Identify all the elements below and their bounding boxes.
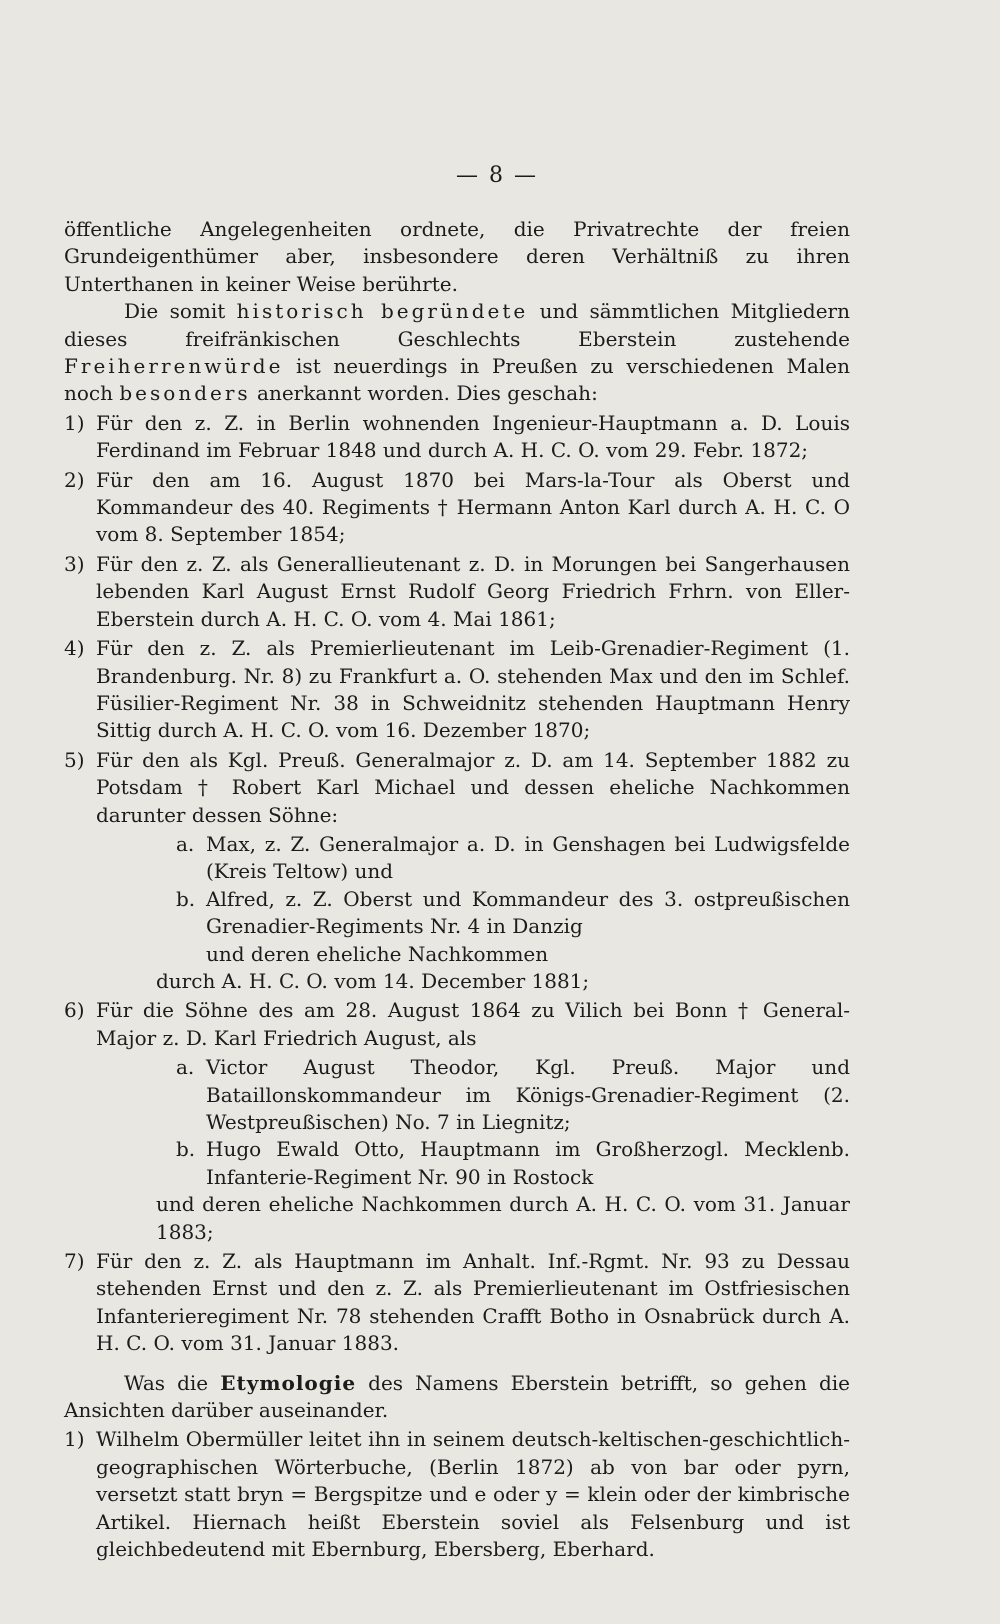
item-number: 5) — [64, 747, 85, 772]
list-item — [64, 1248, 850, 1358]
item-number: 6) — [64, 998, 85, 1023]
text-body — [64, 216, 850, 1564]
continuation-line: und deren eheliche Nachkommen — [206, 941, 549, 966]
spacer — [64, 1360, 850, 1370]
emphasis-text: besonders — [119, 381, 251, 406]
sub-text: Alfred, z. Z. Oberst und Kommandeur des 3. ostpreußischen Grenadier-Regiments Nr. 4 in Danzig — [206, 886, 850, 939]
item-number: 7) — [64, 1249, 85, 1274]
sub-item — [176, 1136, 850, 1191]
item-text: Für den z. Z. als Generallieutenant z. D. in Morungen bei Sangerhausen lebenden Karl August Ernst Rudolf Georg Friedrich Frhrn. von Eller-Eberstein durch A. H. C. O. vom 4. Mai 1861; — [96, 551, 850, 631]
sub-letter: a. — [176, 831, 195, 856]
item-text: Für den z. Z. als Premierlieutenant im Leib-Grenadier-Regiment (1. Brandenburg. Nr. 8) zu Frankfurt a. O. stehenden Max und den im Schlef. Füsilier-Regiment Nr. 38 in Schweidnitz stehenden Hauptmann Henry Sittig durch A. H. C. O. vom 16. Dezember 1870; — [96, 636, 850, 743]
item-text: Für den z. Z. als Hauptmann im Anhalt. Inf.-Rgmt. Nr. 93 zu Dessau stehenden Ernst und den z. Z. als Premierlieutenant im Ostfriesischen Infanterieregiment Nr. 78 stehenden Crafft Botho in Osnabrück durch A. H. C. O. vom 31. Januar 1883. — [96, 1249, 850, 1356]
emphasis-text: historisch begründete — [236, 299, 529, 324]
item-number: 2) — [64, 467, 85, 492]
sub-letter: b. — [176, 1137, 196, 1162]
text-run: und sämmtlichen Mitgliedern dieses freifränkischen Geschlechts Eberstein zustehende — [64, 299, 850, 351]
page-number: — 8 — — [456, 163, 538, 188]
sub-item — [176, 886, 850, 941]
paragraph-freiherrenwuerde — [64, 298, 850, 408]
sub-text: Max, z. Z. Generalmajor a. D. in Genshagen bei Ludwigsfelde (Kreis Teltow) und — [206, 831, 850, 884]
list-item — [64, 997, 850, 1052]
item-text: Für den als Kgl. Preuß. Generalmajor z. D. am 14. September 1882 zu Potsdam † Robert Karl Michael und dessen eheliche Nachkommen darunter dessen Söhne: — [96, 747, 850, 827]
sub-item — [176, 1054, 850, 1136]
item-number: 3) — [64, 551, 85, 576]
list-item — [64, 551, 850, 633]
paragraph-etymologie — [64, 1370, 850, 1425]
item-text: Für die Söhne des am 28. August 1864 zu Vilich bei Bonn † General-Major z. D. Karl Friedrich August, als — [96, 998, 850, 1050]
sub-text: Hugo Ewald Otto, Hauptmann im Großherzogl. Mecklenb. Infanterie-Regiment Nr. 90 in Rostock — [206, 1137, 850, 1189]
list-item — [64, 467, 850, 549]
text-run: Die somit — [124, 299, 237, 324]
item-text: Für den z. Z. in Berlin wohnenden Ingenieur-Hauptmann a. D. Louis Ferdinand im Februar 1848 und durch A. H. C. O. vom 29. Febr. 1872; — [96, 410, 850, 463]
continuation-line: durch A. H. C. O. vom 14. December 1881; — [156, 968, 590, 993]
text-run: des Namens Eberstein betrifft, so gehen die Ansichten darüber auseinander. — [64, 1370, 850, 1423]
list-item — [64, 635, 850, 745]
item-text: Für den am 16. August 1870 bei Mars-la-Tour als Oberst und Kommandeur des 40. Regiments † Hermann Anton Karl durch A. H. C. O vom 8. September 1854; — [96, 467, 850, 547]
list-item — [64, 1426, 850, 1563]
sub-letter: b. — [176, 886, 196, 911]
sub-letter: a. — [176, 1055, 195, 1080]
text-run: ist neuerdings in Preußen zu verschiedenen Malen noch — [64, 354, 850, 406]
text-run: Was die — [124, 1370, 221, 1395]
text-run: anerkannt worden. Dies geschah: — [250, 381, 598, 406]
emphasis-text: Etymologie — [220, 1370, 357, 1395]
sub-text: Victor August Theodor, Kgl. Preuß. Major und Bataillonskommandeur im Königs-Grenadier-Regiment (2. Westpreußischen) No. 7 in Liegnitz; — [206, 1055, 850, 1134]
item-number: 4) — [64, 636, 85, 661]
list-item — [64, 747, 850, 829]
item-number: 1) — [64, 1427, 85, 1452]
item-text: Wilhelm Obermüller leitet ihn in seinem deutsch-keltischen-geschichtlich-geographischen Wörterbuche, (Berlin 1872) ab von bar oder pyrn, versetzt statt bryn = Bergspitze und e oder y = klein oder der kimbrische Artikel. Hiernach heißt Eberstein soviel als Felsenburg und ist gleichbedeutend mit Ebernburg, Ebersberg, Eberhard. — [96, 1427, 850, 1562]
list-item — [64, 410, 850, 465]
sub-item — [176, 831, 850, 886]
intro-paragraph: öffentliche Angelegenheiten ordnete, die Privatrechte der freien Grundeigenthümer aber, insbesondere deren Verhältniß zu ihren Unterthanen in keiner Weise berührte. — [64, 217, 850, 296]
item-number: 1) — [64, 410, 85, 435]
continuation-line: und deren eheliche Nachkommen durch A. H. C. O. vom 31. Januar 1883; — [156, 1192, 850, 1244]
emphasis-text: Freiherrenwürde — [64, 354, 284, 379]
